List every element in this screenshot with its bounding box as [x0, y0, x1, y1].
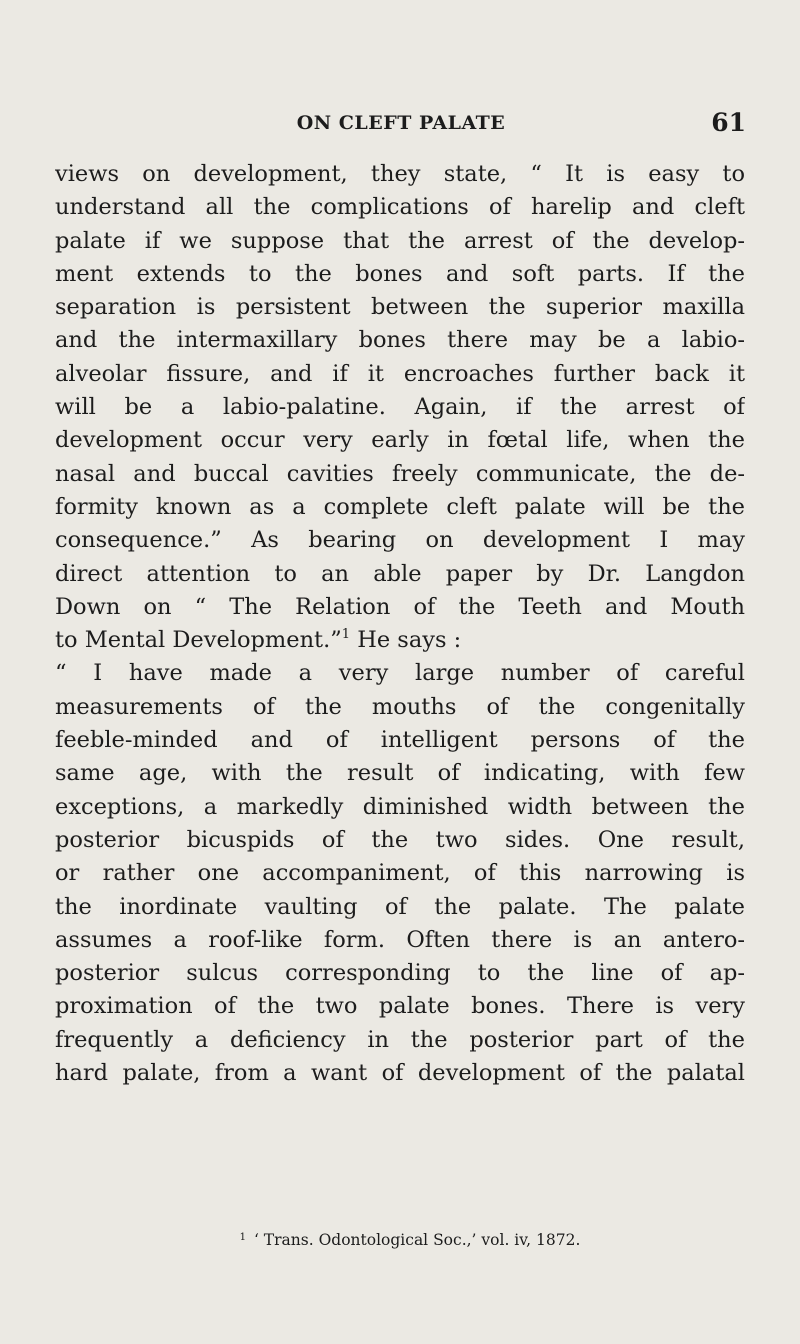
- text-line: assumes a roof-like form. Often there is an antero-: [55, 926, 745, 953]
- text-line-part: He says :: [350, 627, 462, 654]
- body-text: [55, 158, 745, 1090]
- text-line: views on development, they state, “ It is easy to: [55, 161, 745, 187]
- text-line: exceptions, a markedly diminished width between the: [55, 793, 745, 820]
- text-line: development occur very early in fœtal life, when the: [55, 427, 745, 454]
- text-line: and the intermaxillary bones there may be a labio-: [55, 327, 745, 354]
- text-line: “ I have made a very large number of careful: [55, 660, 745, 687]
- text-line: formity known as a complete cleft palate will be the: [55, 493, 745, 520]
- text-line: hard palate, from a want of development of the palatal: [55, 1060, 745, 1087]
- text-line: palate if we suppose that the arrest of the develop-: [55, 227, 745, 254]
- text-line: Down on “ The Relation of the Teeth and Mouth: [55, 593, 745, 620]
- text-line: or rather one accompaniment, of this narrowing is: [55, 860, 745, 887]
- text-line: same age, with the result of indicating, with few: [55, 760, 745, 787]
- text-line: posterior bicuspids of the two sides. One result,: [55, 826, 745, 853]
- text-line: will be a labio-palatine. Again, if the arrest of: [55, 394, 745, 421]
- text-line-with-footnote-ref: [55, 624, 745, 657]
- text-line-part: to Mental Development.”: [55, 627, 342, 654]
- running-title: ON CLEFT PALATE: [296, 112, 506, 134]
- text-line: frequently a deficiency in the posterior part of the: [55, 1026, 745, 1053]
- text-line: consequence.” As bearing on development I may: [55, 527, 745, 554]
- footnote: [0, 1231, 800, 1249]
- text-line: understand all the complications of harelip and cleft: [55, 194, 745, 221]
- text-line: direct attention to an able paper by Dr. Langdon: [55, 560, 745, 587]
- footnote-marker: 1: [239, 1232, 246, 1243]
- text-line: posterior sulcus corresponding to the line of ap-: [55, 960, 745, 987]
- footnote-reference: 1: [341, 627, 351, 643]
- text-line: proximation of the two palate bones. There is very: [55, 993, 745, 1020]
- page-number: 61: [711, 108, 746, 137]
- text-line: ment extends to the bones and soft parts. If the: [55, 260, 745, 287]
- running-head: [56, 108, 746, 144]
- text-line: measurements of the mouths of the congenitally: [55, 693, 745, 720]
- text-line: nasal and buccal cavities freely communicate, the de-: [55, 460, 745, 487]
- text-line: alveolar fissure, and if it encroaches further back it: [55, 360, 745, 387]
- text-line: feeble-minded and of intelligent persons of the: [55, 727, 745, 754]
- footnote-text: ‘ Trans. Odontological Soc.,’ vol. iv, 1872.: [253, 1231, 581, 1249]
- text-line: the inordinate vaulting of the palate. The palate: [55, 893, 745, 920]
- text-line: separation is persistent between the superior maxilla: [55, 294, 745, 321]
